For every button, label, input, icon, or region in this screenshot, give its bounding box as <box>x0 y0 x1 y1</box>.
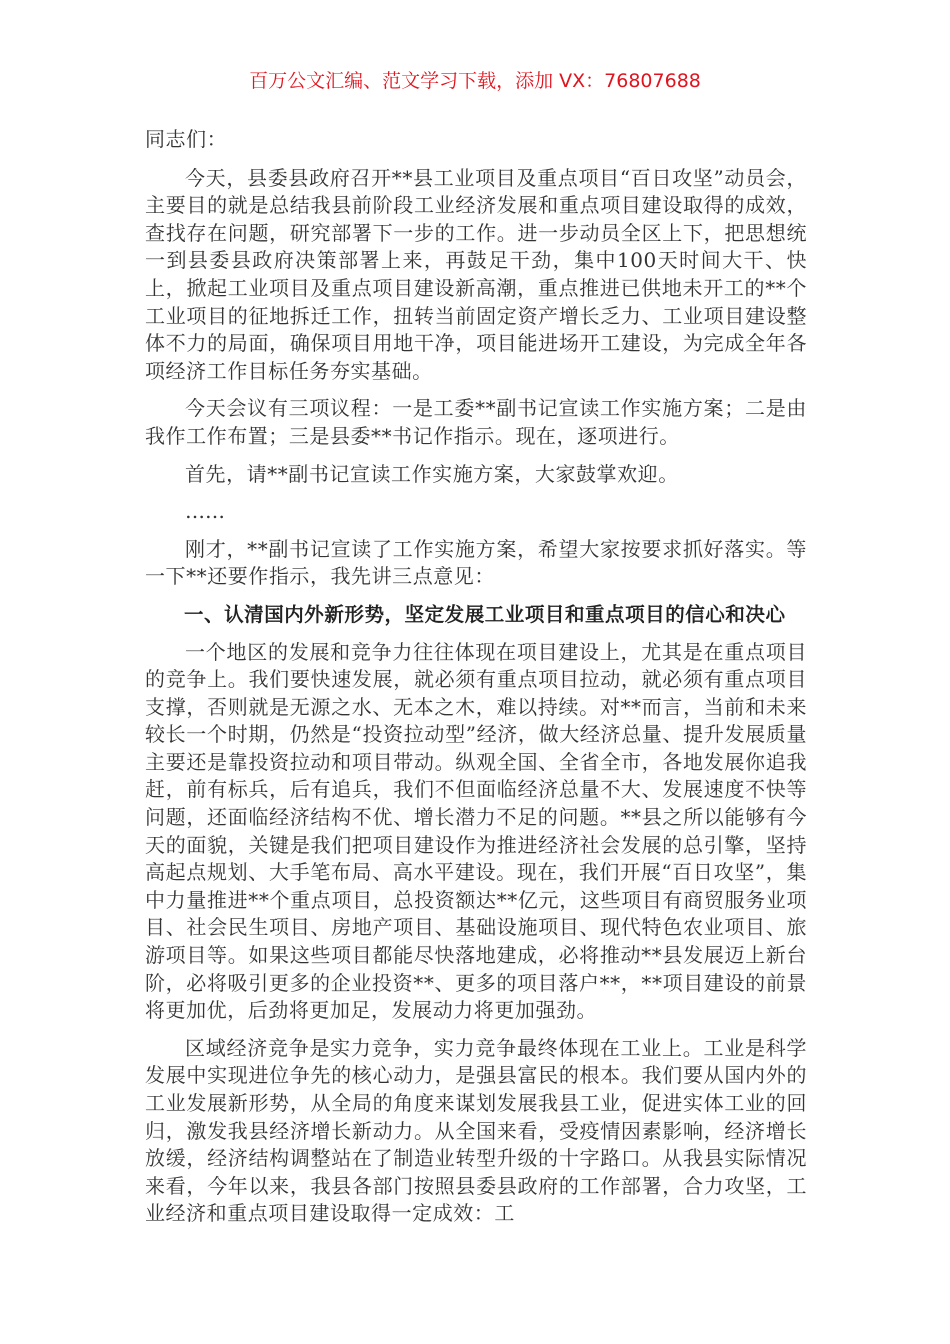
paragraph-opening: 今天，县委县政府召开**县工业项目及重点项目“百日攻坚”动员会，主要目的就是总结我县前阶段工业经济发展和重点项目建设取得的成效，查找存在问题，研究部署下一步的工作。进一步动员全区上下，把思想统一到县委县政府决策部署上来，再鼓足干劲，集中100天时间大干、快上，掀起工业项目及重点项目建设新高潮，重点推进已供地未开工的**个工业项目的征地拆迁工作，扭转当前固定资产增长乏力、工业项目建设整体不力的局面，确保项目用地干净，项目能进场开工建设，为完成全年各项经济工作目标任务夯实基础。 <box>145 165 807 383</box>
paragraph-agenda: 今天会议有三项议程：一是工委**副书记宣读工作实施方案；二是由我作工作布置；三是县委**书记作指示。现在，逐项进行。 <box>145 396 807 448</box>
paragraph-projects: 一个地区的发展和竞争力往往体现在项目建设上，尤其是在重点项目的竞争上。我们要快速发展，就必须有重点项目拉动，就必须有重点项目支撑，否则就是无源之水、无本之木，难以持续。对**而言，当前和未来较长一个时期，仍然是“投资拉动型”经济，做大经济总量、提升发展质量主要还是靠投资拉动和项目带动。纵观全国、全省全市，各地发展你追我赶，前有标兵，后有追兵，我们不但面临经济总量不大、发展速度不快等问题，还面临经济结构不优、增长潜力不足的问题。**县之所以能够有今天的面貌，关键是我们把项目建设作为推进经济社会发展的总引擎，坚持高起点规划、大手笔布局、高水平建设。现在，我们开展“百日攻坚”，集中力量推进**个重点项目，总投资额达**亿元，这些项目有商贸服务业项目、社会民生项目、房地产项目、基础设施项目、现代特色农业项目、旅游项目等。如果这些项目都能尽快落地建成，必将推动**县发展迈上新台阶，必将吸引更多的企业投资**、更多的项目落户**，**项目建设的前景将更加优，后劲将更加足，发展动力将更加强劲。 <box>145 639 807 1023</box>
document-body <box>145 126 807 1238</box>
watermark-banner: 百万公文汇编、范文学习下载，添加 VX：76807688 <box>249 70 701 92</box>
paragraph-transition: 刚才，**副书记宣读了工作实施方案，希望大家按要求抓好落实。等一下**还要作指示，我先讲三点意见： <box>145 536 807 589</box>
paragraph-invitation: 首先，请**副书记宣读工作实施方案，大家鼓掌欢迎。 <box>185 461 679 486</box>
paragraph-ellipsis: …… <box>185 499 225 524</box>
section-heading-1: 一、认清国内外新形势，坚定发展工业项目和重点项目的信心和决心 <box>184 602 786 626</box>
paragraph-industry: 区域经济竞争是实力竞争，实力竞争最终体现在工业上。工业是科学发展中实现进位争先的核心动力，是强县富民的根本。我们要从国内外的工业发展新形势，从全局的角度来谋划发展我县工业，促进实体工业的回归，激发我县经济增长新动力。从全国来看，受疫情因素影响，经济增长放缓，经济结构调整站在了制造业转型升级的十字路口。从我县实际情况来看，今年以来，我县各部门按照县委县政府的工作部署，合力攻坚，工业经济和重点项目建设取得一定成效：工 <box>145 1035 807 1226</box>
salutation: 同志们： <box>145 127 228 151</box>
